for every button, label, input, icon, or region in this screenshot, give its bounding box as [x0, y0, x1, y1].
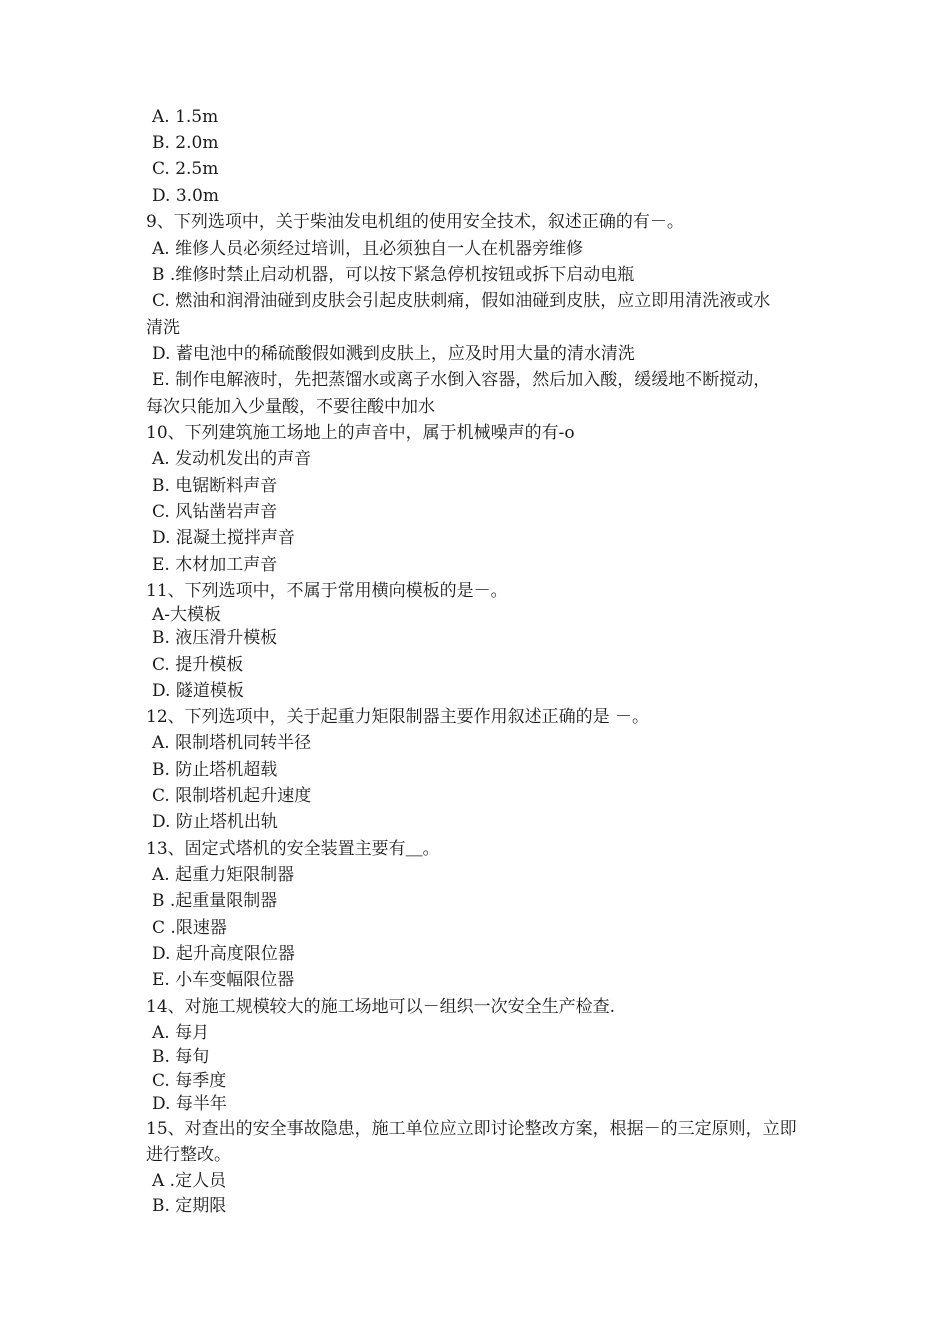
option-line: E. 木材加工声音 — [152, 555, 278, 575]
option-line: B. 液压滑升模板 — [152, 628, 278, 648]
option-line: A. 每月 — [152, 1023, 210, 1043]
option-line: E. 制作电解液时，先把蒸馏水或离子水倒入容器，然后加入酸，缓缓地不断搅动， — [152, 370, 771, 390]
question-12: 12、下列选项中，关于起重力矩限制器主要作用叙述正确的是 －。 — [146, 707, 650, 727]
option-line: B .起重量限制器 — [152, 891, 278, 911]
wrap-line: 每次只能加入少量酸，不要往酸中加水 — [146, 397, 435, 417]
option-line: B. 定期限 — [152, 1196, 227, 1216]
question-11: 11、下列选项中，不属于常用横向模板的是－。 — [146, 581, 508, 601]
question-14: 14、对施工规模较大的施工场地可以－组织一次安全生产检查. — [146, 997, 616, 1017]
option-line: A. 限制塔机同转半径 — [152, 733, 312, 753]
wrap-line: 清洗 — [146, 318, 180, 338]
option-line: C. 2.5m — [152, 159, 219, 179]
option-line: B .维修时禁止启动机器，可以按下紧急停机按钮或拆下启动电瓶 — [152, 265, 635, 285]
option-line: B. 防止塔机超载 — [152, 760, 278, 780]
option-line: A. 1.5m — [152, 107, 219, 127]
question-13: 13、固定式塔机的安全装置主要有＿。 — [146, 839, 440, 859]
option-line: C. 风钻凿岩声音 — [152, 502, 278, 522]
option-line: A. 起重力矩限制器 — [152, 865, 295, 885]
option-line: C. 每季度 — [152, 1071, 227, 1091]
option-line: D. 起升高度限位器 — [152, 944, 295, 964]
wrap-line: 进行整改。 — [146, 1145, 231, 1165]
option-line: B. 电锯断料声音 — [152, 476, 278, 496]
option-line: B. 2.0m — [152, 133, 219, 153]
option-line: C. 燃油和润滑油碰到皮肤会引起皮肤刺痛，假如油碰到皮肤，应立即用清洗液或水 — [152, 291, 771, 311]
option-line: D. 混凝土搅拌声音 — [152, 528, 295, 548]
option-line: A .定人员 — [152, 1171, 227, 1191]
option-line: C .限速器 — [152, 918, 227, 938]
question-9: 9、下列选项中，关于柴油发电机组的使用安全技术，叙述正确的有－。 — [146, 212, 684, 232]
option-line: C. 限制塔机起升速度 — [152, 786, 312, 806]
option-line: C. 提升模板 — [152, 655, 244, 675]
question-10: 10、下列建筑施工场地上的声音中，属于机械噪声的有-o — [146, 423, 575, 443]
option-line: D. 3.0m — [152, 186, 219, 206]
option-line: D. 隧道模板 — [152, 681, 244, 701]
option-line: A. 维修人员必须经过培训，且必须独自一人在机器旁维修 — [152, 239, 584, 259]
option-line: E. 小车变幅限位器 — [152, 970, 295, 990]
option-line: B. 每旬 — [152, 1047, 210, 1067]
option-line: D. 防止塔机出轨 — [152, 812, 278, 832]
option-line: D. 蓄电池中的稀硫酸假如溅到皮肤上，应及时用大量的清水清洗 — [152, 344, 635, 364]
option-line: D. 每半年 — [152, 1094, 227, 1114]
option-line: A-大模板 — [152, 605, 222, 625]
option-line: A. 发动机发出的声音 — [152, 449, 312, 469]
question-15: 15、对查出的安全事故隐患，施工单位应立即讨论整改方案，根据－的三定原则，立即 — [146, 1119, 797, 1139]
